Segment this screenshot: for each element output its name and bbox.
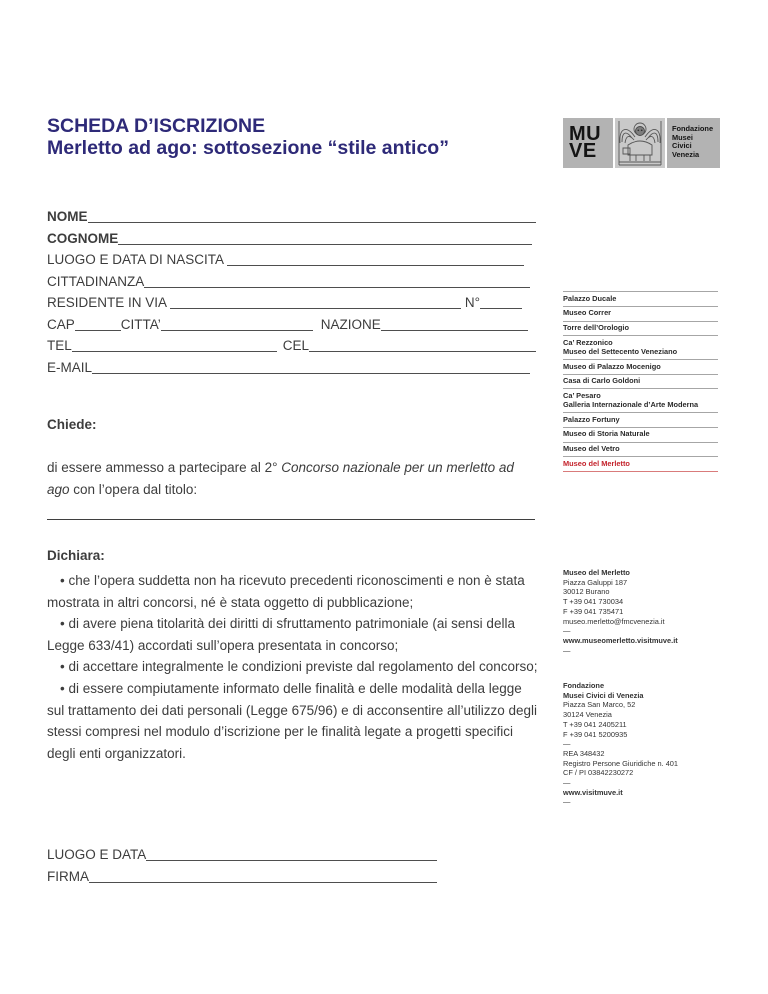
field-row-tel-cel <box>47 333 536 354</box>
merletto-email: museo.merletto@fmcvenezia.it <box>563 616 665 626</box>
email-label: E-MAIL <box>47 359 93 375</box>
field-row-cittadinanza <box>47 268 536 289</box>
nome-label: NOME <box>47 209 88 225</box>
merletto-address-line: Piazza Galuppi 187 <box>563 577 628 587</box>
page-title-line2: Merletto ad ago: sottosezione “stile antico” <box>47 137 449 159</box>
nazione-fill-line <box>381 330 528 331</box>
museum-list-item: Ca’ Rezzonico Museo del Settecento Veneziano <box>563 335 718 359</box>
merletto-address-line: 30012 Burano <box>563 587 610 597</box>
declaration-item: • di essere compiutamente informato delle finalità e delle modalità della legge sul trattamento dei dati personali (Legge 675/96) e di acconsentire all’utilizzo degli stessi compresi nel modulo d’iscrizione per le finalità legate a progetti specifici degli enti organizzatori. <box>47 680 538 761</box>
fondazione-registro: Registro Persone Giuridiche n. 401 <box>563 758 679 768</box>
museum-list-item: Museo del Vetro <box>563 442 718 457</box>
merletto-contact-block <box>563 568 721 655</box>
numero-label: N° <box>461 295 480 311</box>
fondazione-fax: F +39 041 5200935 <box>563 729 628 739</box>
dichiara-heading: Dichiara: <box>47 548 105 563</box>
museum-list-item: Museo di Palazzo Mocenigo <box>563 359 718 374</box>
museum-list-item: Museo di Storia Naturale <box>563 427 718 442</box>
cel-label: CEL <box>282 338 310 354</box>
cel-fill-line <box>309 351 536 352</box>
muve-wordmark: MU VE <box>563 118 613 168</box>
cognome-fill-line <box>118 244 532 245</box>
cap-label: CAP <box>47 316 75 332</box>
chiede-paragraph: di essere ammesso a partecipare al 2° Concorso nazionale per un merletto ad ago con l’opera dal titolo: <box>47 460 514 497</box>
cognome-label: COGNOME <box>47 230 119 246</box>
chiede-heading: Chiede: <box>47 417 97 432</box>
museum-list-item: Palazzo Ducale <box>563 291 718 306</box>
fondazione-phone: T +39 041 2405211 <box>563 719 627 729</box>
signature-block <box>47 841 437 885</box>
field-row-cap-citta-nazione <box>47 311 536 332</box>
cap-fill-line <box>75 330 121 331</box>
fondazione-logo-text: Fondazione Musei Civici Venezia <box>667 118 720 168</box>
cittadinanza-fill-line <box>144 287 530 288</box>
luogo-data-fill-line <box>146 860 437 861</box>
opera-title-fill-line <box>47 519 535 520</box>
field-row-email <box>47 354 536 375</box>
museum-list-item: Torre dell’Orologio <box>563 321 718 336</box>
field-row-luogo-nascita <box>47 247 536 268</box>
divider-dash: — <box>563 626 571 636</box>
residente-fill-line <box>170 308 461 309</box>
numero-fill-line <box>480 308 522 309</box>
tel-fill-line <box>72 351 277 352</box>
fondazione-rea: REA 348432 <box>563 748 605 758</box>
merletto-website: www.museomerletto.visitmuve.it <box>563 635 678 645</box>
field-row-cognome <box>47 225 536 246</box>
nome-fill-line <box>88 222 537 223</box>
merletto-contact-name: Museo del Merletto <box>563 568 630 577</box>
fondazione-address-line: Piazza San Marco, 52 <box>563 700 636 710</box>
luogo-data-label: LUOGO E DATA <box>47 847 147 862</box>
fondazione-website: www.visitmuve.it <box>563 787 623 797</box>
firma-fill-line <box>89 882 437 883</box>
field-row-luogo-data <box>47 841 437 863</box>
museum-list-item: Museo Correr <box>563 306 718 321</box>
fondazione-name-line1: Fondazione <box>563 681 605 690</box>
declaration-list <box>47 570 542 764</box>
museum-list <box>563 291 718 472</box>
fondazione-contact-block <box>563 681 721 807</box>
email-fill-line <box>92 373 530 374</box>
field-row-residente <box>47 290 536 311</box>
luogo-nascita-label: LUOGO E DATA DI NASCITA <box>47 252 228 268</box>
tel-label: TEL <box>47 338 72 354</box>
field-row-firma <box>47 863 437 885</box>
declaration-item: • di avere piena titolarità dei diritti di sfruttamento patrimoniale (ai sensi della Legge 633/41) accordati sull’opera presentata in concorso; <box>47 616 515 653</box>
fondazione-cf-pi: CF / PI 03842230272 <box>563 768 634 778</box>
citta-fill-line <box>161 330 313 331</box>
merletto-phone: T +39 041 730034 <box>563 597 624 607</box>
museum-list-item: Palazzo Fortuny <box>563 412 718 427</box>
museum-list-item: Ca’ Pesaro Galleria Internazionale d’Arte Moderna <box>563 388 718 412</box>
fondazione-name-line2: Musei Civici di Venezia <box>563 690 644 700</box>
residente-label: RESIDENTE IN VIA <box>47 295 171 311</box>
citta-label: CITTA’ <box>120 316 161 332</box>
competition-name-italic: Concorso nazionale per un merletto ad ago <box>47 460 514 497</box>
divider-dash: — <box>563 739 571 749</box>
luogo-nascita-fill-line <box>227 265 524 266</box>
fondazione-address-line: 30124 Venezia <box>563 710 612 720</box>
nazione-label: NAZIONE <box>320 316 381 332</box>
merletto-fax: F +39 041 735471 <box>563 606 624 616</box>
firma-label: FIRMA <box>47 869 89 884</box>
personal-data-form <box>47 204 536 376</box>
declaration-item: • che l’opera suddetta non ha ricevuto precedenti riconoscimenti e non è stata mostrata in altri concorsi, né è stata oggetto di pubblicazione; <box>47 573 525 610</box>
divider-dash: — <box>563 645 571 655</box>
page-title <box>47 115 449 159</box>
museum-list-item-current: Museo del Merletto <box>563 456 718 472</box>
divider-dash: — <box>563 778 571 788</box>
museum-list-item: Casa di Carlo Goldoni <box>563 374 718 389</box>
cittadinanza-label: CITTADINANZA <box>47 273 145 289</box>
muve-logo <box>563 118 720 168</box>
st-mark-lion-icon <box>615 118 665 168</box>
field-row-nome <box>47 204 536 225</box>
page-title-line1: SCHEDA D’ISCRIZIONE <box>47 115 266 137</box>
declaration-item: • di accettare integralmente le condizioni previste dal regolamento del concorso; <box>60 659 538 675</box>
divider-dash: — <box>563 797 571 807</box>
